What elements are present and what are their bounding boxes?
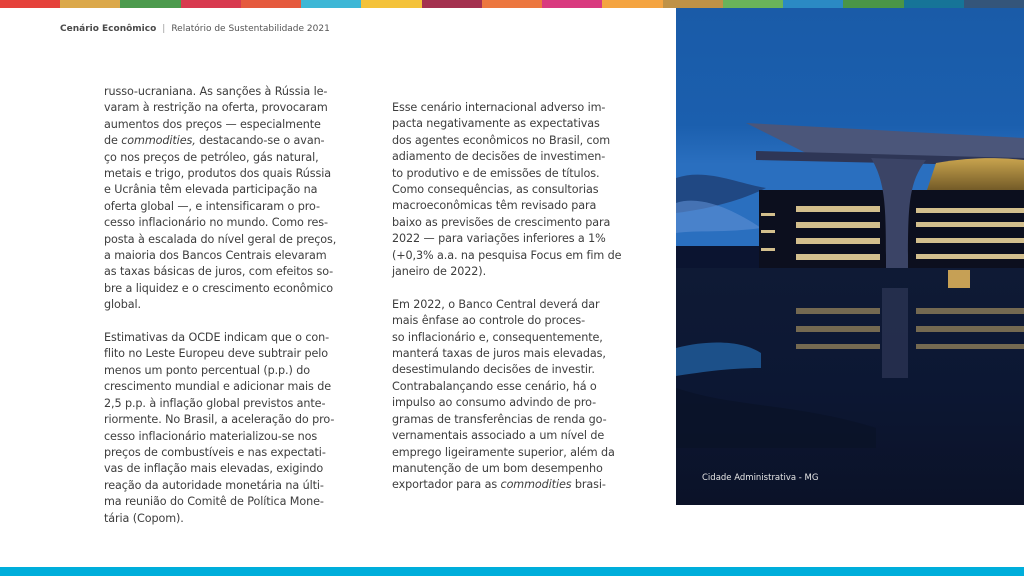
text-line: [104, 133, 366, 149]
text-run: exportador para as: [392, 478, 501, 492]
text-column-1: [104, 84, 366, 543]
text-line: macroeconômicas têm revisado para: [392, 199, 597, 213]
paragraph: [104, 84, 366, 314]
running-header: [60, 24, 330, 34]
paragraph: [104, 330, 366, 527]
text-line: (+0,3% a.a. na pesquisa Focus em fim de: [392, 248, 622, 262]
italic-term: commodities,: [121, 134, 196, 148]
section-title: Cenário Econômico: [60, 24, 157, 34]
color-strip-segment: [602, 0, 662, 8]
text-line: Contrabalançando esse cenário, há o: [392, 379, 597, 393]
text-line: cesso inflacionário materializou-se nos: [104, 429, 318, 443]
text-line: manutenção de um bom desempenho: [392, 461, 603, 475]
building-photo-icon: [676, 8, 1024, 505]
color-strip-segment: [60, 0, 120, 8]
color-strip-segment: [783, 0, 843, 8]
color-strip-segment: [904, 0, 964, 8]
text-line: to produtivo e de emissões de títulos.: [392, 166, 600, 180]
text-line: desestimulando decisões de investir.: [392, 363, 595, 377]
paragraph: [392, 100, 654, 280]
color-strip-segment: [241, 0, 301, 8]
bottom-bar: [0, 567, 1024, 576]
text-line: mais ênfase ao controle do proces-: [392, 314, 586, 328]
text-line: cesso inflacionário no mundo. Como res-: [104, 216, 328, 230]
text-line: aumentos dos preços — especialmente: [104, 117, 321, 131]
text-line: pacta negativamente as expectativas: [392, 117, 600, 131]
color-strip-segment: [0, 0, 60, 8]
text-line: dos agentes econômicos no Brasil, com: [392, 133, 611, 147]
text-line: oferta global —, e intensificaram o pro-: [104, 199, 320, 213]
color-strip-segment: [723, 0, 783, 8]
text-line: preços de combustíveis e nas expectati-: [104, 445, 326, 459]
text-line: menos um ponto percentual (p.p.) do: [104, 363, 310, 377]
text-line: posta à escalada do nível geral de preços,: [104, 232, 337, 246]
text-line: metais e trigo, produtos dos quais Rússia: [104, 167, 331, 181]
color-strip-segment: [663, 0, 723, 8]
text-line: flito no Leste Europeu deve subtrair pelo: [104, 347, 329, 361]
color-strip-segment: [843, 0, 903, 8]
report-title: Relatório de Sustentabilidade 2021: [171, 24, 330, 34]
text-run: brasi-: [571, 478, 606, 492]
text-line: 2022 — para variações inferiores a 1%: [392, 232, 606, 246]
color-strip-segment: [422, 0, 482, 8]
photo-caption: Cidade Administrativa - MG: [702, 473, 819, 483]
color-strip-segment: [120, 0, 180, 8]
text-line: Esse cenário internacional adverso im-: [392, 101, 606, 114]
text-run: de: [104, 134, 122, 148]
italic-term: commodities: [500, 478, 572, 492]
color-strip-segment: [542, 0, 602, 8]
text-line: russo-ucraniana. As sanções à Rússia le-: [104, 85, 328, 98]
text-line: vernamentais associado a um nível de: [392, 429, 605, 443]
text-line: manterá taxas de juros mais elevadas,: [392, 347, 606, 361]
text-line: reação da autoridade monetária na últi-: [104, 478, 324, 492]
text-line: a maioria dos Bancos Centrais elevaram: [104, 249, 327, 263]
color-strip: [0, 0, 1024, 8]
color-strip-segment: [482, 0, 542, 8]
text-line: tária (Copom).: [104, 511, 184, 525]
text-line: so inflacionário e, consequentemente,: [392, 330, 603, 344]
text-line: crescimento mundial e adicionar mais de: [104, 380, 331, 394]
text-line: baixo as previsões de crescimento para: [392, 215, 611, 229]
text-line: as taxas básicas de juros, com efeitos so-: [104, 265, 334, 279]
text-line: global.: [104, 298, 141, 312]
header-separator: |: [162, 24, 166, 34]
text-line: Estimativas da OCDE indicam que o con-: [104, 331, 330, 345]
text-line: gramas de transferências de renda go-: [392, 412, 607, 426]
text-line: adiamento de decisões de investimen-: [392, 150, 606, 164]
text-run: destacando-se o avan-: [195, 134, 325, 148]
text-line: vas de inflação mais elevadas, exigindo: [104, 462, 324, 476]
color-strip-segment: [361, 0, 421, 8]
text-line: riormente. No Brasil, a aceleração do pro-: [104, 413, 335, 427]
text-line: bre a liquidez e o crescimento econômico: [104, 281, 334, 295]
color-strip-segment: [181, 0, 241, 8]
text-line: impulso ao consumo advindo de pro-: [392, 396, 597, 410]
text-line: Como consequências, as consultorias: [392, 183, 599, 197]
text-line: Em 2022, o Banco Central deverá dar: [392, 297, 600, 311]
text-line: janeiro de 2022).: [392, 265, 487, 279]
text-line: 2,5 p.p. à inflação global previstos ante-: [104, 396, 326, 410]
color-strip-segment: [301, 0, 361, 8]
color-strip-segment: [964, 0, 1024, 8]
text-line: e Ucrânia têm elevada participação na: [104, 183, 318, 197]
text-line: ma reunião do Comitê de Política Mone-: [104, 495, 324, 509]
text-line: ço nos preços de petróleo, gás natural,: [104, 150, 319, 164]
text-column-2: [392, 100, 654, 510]
text-line: varam à restrição na oferta, provocaram: [104, 101, 328, 115]
paragraph: [392, 297, 654, 494]
text-line: [392, 477, 654, 493]
photo-cidade-administrativa: [676, 8, 1024, 505]
text-line: emprego ligeiramente superior, além da: [392, 445, 615, 459]
